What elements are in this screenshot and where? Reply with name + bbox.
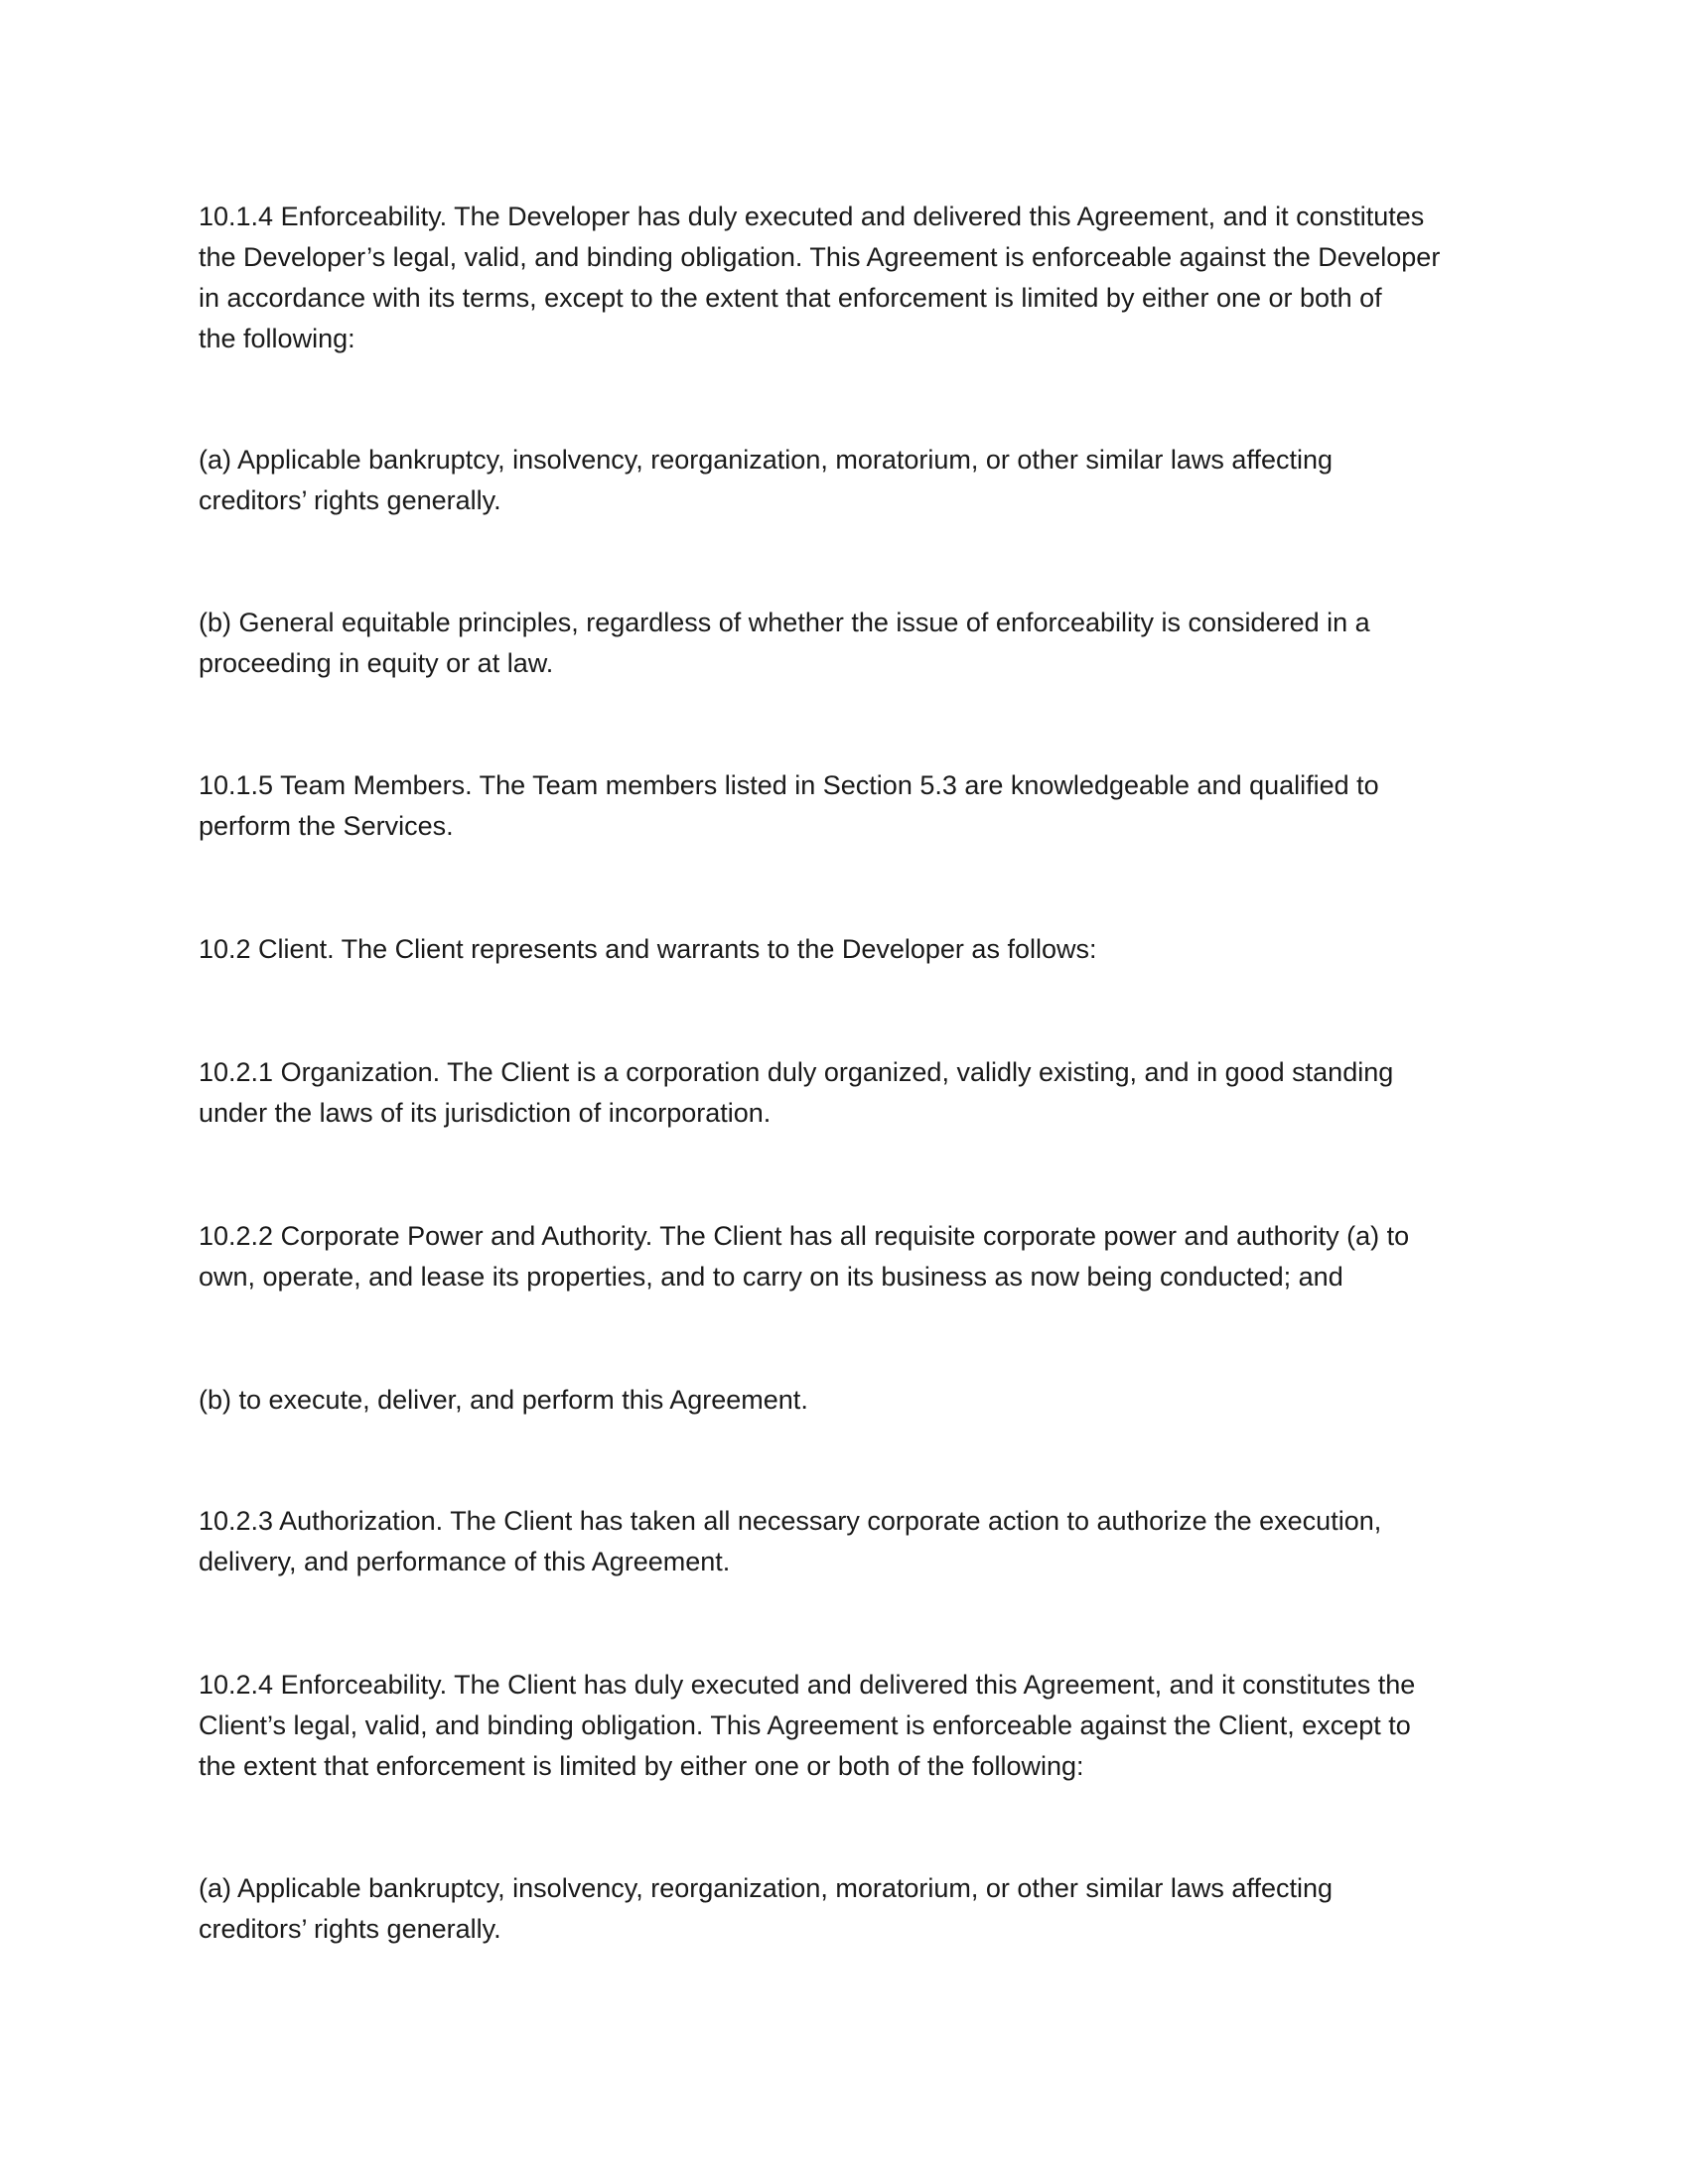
text-line: 10.2 Client. The Client represents and warrants to the Developer as follows: <box>199 934 1097 964</box>
text-line: (a) Applicable bankruptcy, insolvency, reorganization, moratorium, or other similar laws affecting <box>199 1873 1334 1903</box>
text-line: creditors’ rights generally. <box>199 1914 501 1944</box>
text-line: delivery, and performance of this Agreement. <box>199 1547 731 1576</box>
paragraph-10-1-5 <box>199 765 1499 847</box>
text-line: perform the Services. <box>199 811 454 841</box>
paragraph-10-1-4 <box>199 197 1499 359</box>
paragraph-10-1-4-b <box>199 603 1499 684</box>
text-line: (b) General equitable principles, regardless of whether the issue of enforceability is considered in a <box>199 608 1370 637</box>
text-line: under the laws of its jurisdiction of incorporation. <box>199 1098 772 1128</box>
paragraph-10-2-2 <box>199 1216 1499 1297</box>
text-line: (b) to execute, deliver, and perform this Agreement. <box>199 1385 808 1415</box>
text-line: in accordance with its terms, except to the extent that enforcement is limited by either one or both of <box>199 283 1382 313</box>
paragraph-10-2-3 <box>199 1501 1499 1582</box>
paragraph-10-2 <box>199 929 1499 970</box>
paragraph-10-2-1 <box>199 1052 1499 1134</box>
text-line: own, operate, and lease its properties, and to carry on its business as now being conducted; and <box>199 1262 1343 1292</box>
text-line: 10.2.3 Authorization. The Client has taken all necessary corporate action to authorize the execution, <box>199 1506 1382 1536</box>
text-line: 10.1.5 Team Members. The Team members listed in Section 5.3 are knowledgeable and qualified to <box>199 770 1379 800</box>
text-line: 10.2.2 Corporate Power and Authority. The Client has all requisite corporate power and authority (a) to <box>199 1221 1410 1251</box>
text-line: creditors’ rights generally. <box>199 485 501 515</box>
paragraph-10-2-4-a <box>199 1868 1499 1950</box>
text-line: the following: <box>199 324 355 353</box>
paragraph-10-1-4-a <box>199 440 1499 521</box>
text-line: the extent that enforcement is limited by either one or both of the following: <box>199 1751 1084 1781</box>
paragraph-10-2-4 <box>199 1665 1499 1787</box>
text-line: 10.2.1 Organization. The Client is a corporation duly organized, validly existing, and in good standing <box>199 1057 1394 1087</box>
text-line: 10.1.4 Enforceability. The Developer has duly executed and delivered this Agreement, and it constitutes <box>199 202 1425 231</box>
text-line: the Developer’s legal, valid, and binding obligation. This Agreement is enforceable against the Developer <box>199 242 1441 272</box>
text-line: proceeding in equity or at law. <box>199 648 554 678</box>
text-line: (a) Applicable bankruptcy, insolvency, reorganization, moratorium, or other similar laws affecting <box>199 445 1334 475</box>
text-line: 10.2.4 Enforceability. The Client has duly executed and delivered this Agreement, and it constitutes the <box>199 1670 1416 1700</box>
text-line: Client’s legal, valid, and binding obligation. This Agreement is enforceable against the Client, except to <box>199 1710 1411 1740</box>
paragraph-10-2-2-b <box>199 1380 1499 1421</box>
